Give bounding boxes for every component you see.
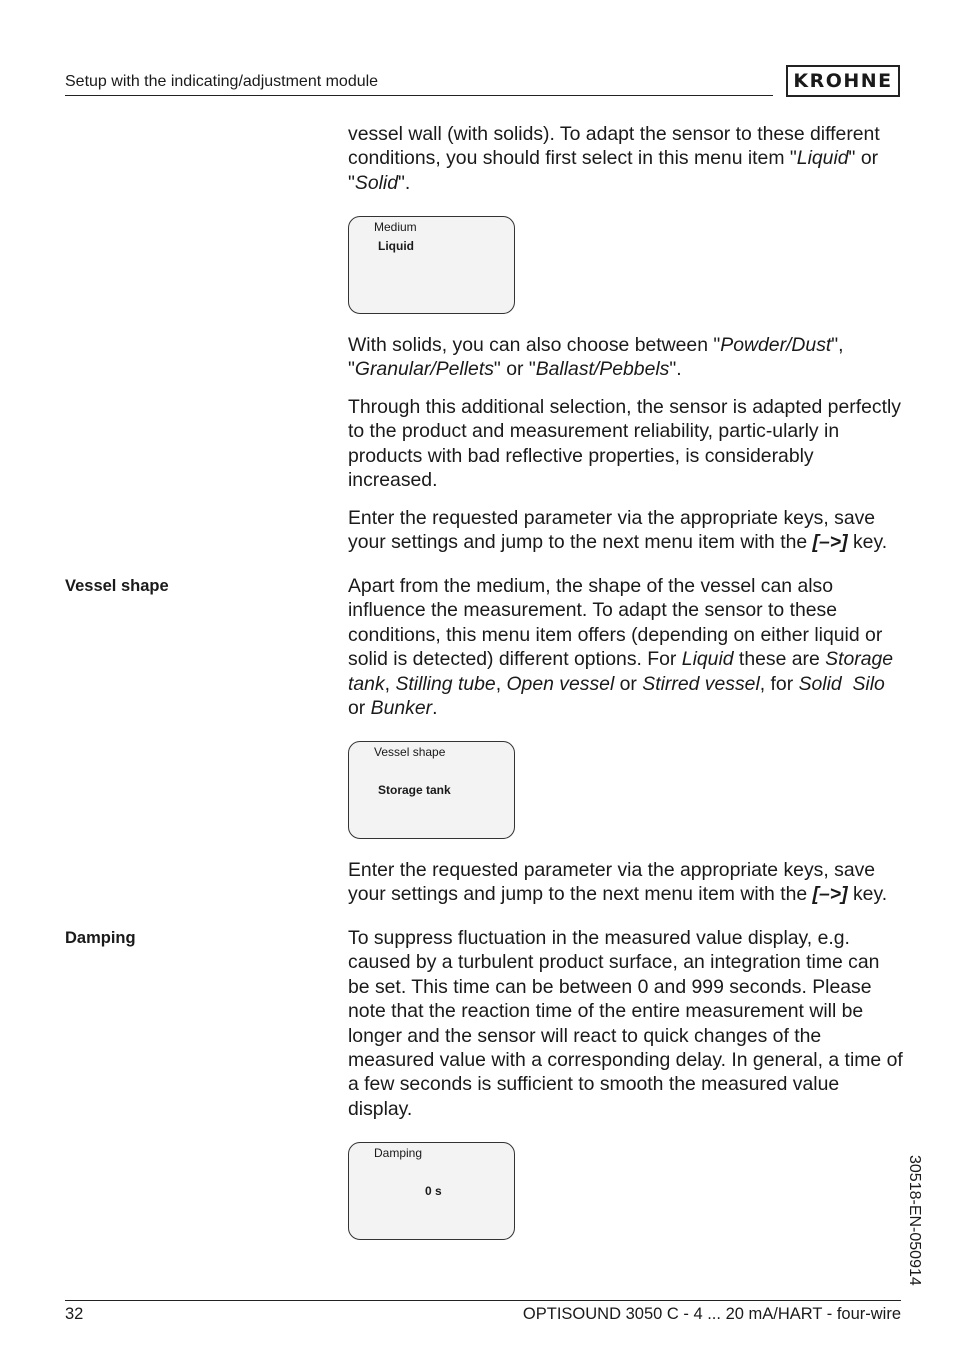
header-rule	[65, 95, 773, 96]
vessel-shape-heading: Vessel shape	[65, 577, 169, 595]
page-number: 32	[65, 1305, 84, 1323]
document-code: 30518-EN-050914	[906, 1155, 923, 1286]
damping-heading: Damping	[65, 929, 136, 947]
footer-rule	[65, 1300, 901, 1301]
display-value: Liquid	[378, 239, 414, 253]
solids-options-paragraph: With solids, you can also choose between "Powder/Dust", "Granular/Pellets" or "Ballast/Pebbels".	[348, 334, 844, 381]
display-damping	[348, 1142, 515, 1240]
display-title: Damping	[374, 1146, 423, 1160]
display-value: Storage tank	[378, 783, 451, 797]
krohne-logo: KROHNE	[786, 65, 900, 97]
header-title: Setup with the indicating/adjustment module	[65, 73, 379, 90]
intro-paragraph: vessel wall (with solids). To adapt the sensor to these different conditions, you should first select in this menu item "Liquid" or "Solid".	[348, 123, 880, 194]
damping-paragraph: To suppress fluctuation in the measured value display, e.g. caused by a turbulent product surface, an integration time can be set. This time can be between 0 and 999 seconds. Please note that the reaction time of the entire measurement will be longer and the sensor will react to quick changes of the measured value with a corresponding delay. In general, a time of a few seconds is sufficient to smooth the measured value display.	[348, 927, 903, 1120]
display-vessel-shape	[348, 741, 515, 839]
vessel-shape-paragraph: Apart from the medium, the shape of the vessel can also influence the measurement. To adapt the sensor to these conditions, this menu item offers (depending on either liquid or solid is detected) different options. For Liquid these are Storage tank, Stilling tube, Open vessel or Stirred vessel, for Solid Silo or Bunker.	[348, 575, 894, 720]
enter-parameter-paragraph: Enter the requested parameter via the appropriate keys, save your settings and jump to the next menu item with the [–>] key.	[348, 859, 888, 906]
footer-product-name: OPTISOUND 3050 C - 4 ... 20 mA/HART - four-wire	[522, 1305, 901, 1323]
display-medium	[348, 216, 515, 314]
display-value: 0 s	[425, 1184, 442, 1198]
enter-parameter-paragraph: Enter the requested parameter via the appropriate keys, save your settings and jump to the next menu item with the [–>] key.	[348, 507, 888, 554]
display-title: Vessel shape	[374, 745, 446, 759]
display-title: Medium	[374, 220, 417, 234]
selection-paragraph: Through this additional selection, the sensor is adapted perfectly to the product and measurement reliability, partic-ularly in products with bad reflective properties, is considerably increased.	[348, 396, 901, 492]
